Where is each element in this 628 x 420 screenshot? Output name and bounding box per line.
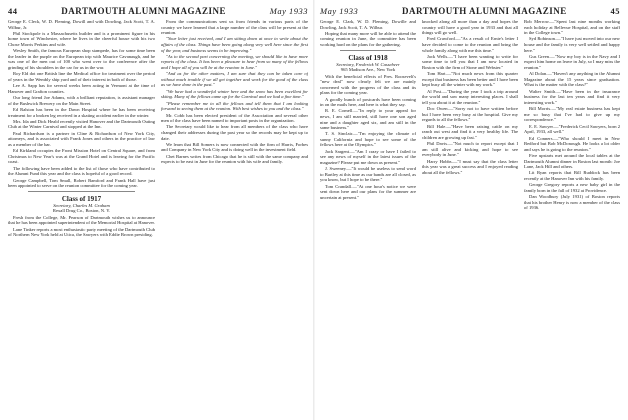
class-heading-1917: Class of 1917 (61, 194, 102, 203)
paragraph: George E. Cleck, W. D. Fleming, Dowill and with Dowling, Jack Scott, T. A. Wilbur, Jr. (8, 19, 155, 30)
paragraph: Our long friend Joe Adams, with a brilliant reputation, is assistant manager of the Bushwick Brewery on the Main Street. (8, 95, 155, 106)
paragraph: Ed Conners.—"Who should I meet in New Bedford but Bob McDonough. He looks a lot older and says he is going to the reunion." (524, 135, 620, 152)
paragraph: Fresh from the College, Mr. Pearson of Dartmouth wishes us to announce that he has been appointed superintendent of the Memorial Hospital at Hanover. (8, 214, 155, 226)
class-address-1917: Rexall Drug Co., Boston, N. Y. (52, 208, 111, 214)
paragraph: "Your letter just received, and I am sitting down at once to write about the affairs of the class. Things have been going along very well here since the first of the year, and business seems to be improving." (161, 36, 308, 53)
paragraph: Chet Barnes writes from Chicago that he is still with the same company and expects to be east in June for the reunion with his wife and family. (161, 153, 308, 165)
paragraph: Gus Green.—"Now my boy is in the Navy and I expect him home on leave in July, so I may miss the reunion." (524, 53, 620, 70)
paragraph: Lit Ryan reports that Bill Ruddock has been recently at the Hanover Inn with his family. (524, 170, 620, 181)
paragraph: "We have had a wonderful winter here and the snow has been excellent for skiing. Many of the fellows came up for the Carnival and we had a fine time." (161, 88, 308, 100)
class-secretary-1918: Secretary, Frederick W. Cassebeer (336, 61, 400, 67)
issue-date-right: May 1933 (320, 6, 359, 16)
paragraph: From the communications sent us from friends in various parts of the country we have learned that a large number of the class will be present at the reunion. (161, 19, 308, 36)
paragraph: Fred Crawford.—"As a result of Ernie's letter I have decided to come to the reunion and bring the whole family along with me this time." (422, 36, 518, 53)
paragraph: Mr. Cobb has been elected president of the Association and several other men of the class have been named to important posts in the organization. (161, 112, 308, 124)
paragraph: Al Post.—"During the year I took a trip around the world and saw many interesting places. I shall tell you about it at the reunion." (422, 88, 518, 105)
paragraph: Lee A. Sapp has for several weeks been acting in Vermont at the time of Hanover and Grafton counties. (8, 83, 155, 94)
paragraph: Tom Hart.—"Not much news from this quarter except that business has been better and I have been kept busy all the winter with my work." (422, 71, 518, 88)
paragraph: R. E. Cornell.—"In reply to your appeal for news, I am still married, still have one son aged nine and a daughter aged six, and am still in the same business." (320, 108, 416, 131)
page-number-right: 45 (610, 6, 620, 16)
paragraph: Jack Sargent.—"Am I crazy or have I failed to see any news of myself in the latest issues of the magazine? Please put me down as present." (320, 148, 416, 165)
paragraph: Ed Ralston has been in the Dawn Hospital where he has been receiving treatment for a broken leg received in a skating accident earlier in the winter. (8, 106, 155, 118)
paragraph: George Gregory reports a new baby girl in the family born in the fall of 1932 at Providence. (524, 182, 620, 193)
paragraph: Bill Morris.—"My real estate business has kept me so busy that I've had to give up my correspondence." (524, 106, 620, 123)
paragraph: We learn that Bill Somers is now connected with the firm of Harris, Forbes and Company in New York City and is doing well in the investment field. (161, 141, 308, 153)
left-col2-text (161, 19, 308, 165)
paragraph: Ed Kirkland occupies the Front Mission Hotel on Central Square, and from Christmas to New Year's was at the Grand Hotel and is leaving for the Pacific coast. (8, 148, 155, 165)
paragraph: A goodly bunch of postcards have been coming in on the mails here, and here is what they say. (320, 96, 416, 108)
paragraph: E. E. Sawyer.—"Frederick Cecil Sawyers, born 2 April, 1933, all well." (524, 123, 620, 135)
paragraph: The Secretary would like to hear from all members of the class who have changed their addresses during the past year so the records may be kept up to date. (161, 124, 308, 141)
right-col3-text (524, 19, 620, 211)
section-rule (340, 50, 396, 51)
left-column-2 (161, 19, 308, 420)
right-column-1 (320, 19, 416, 420)
paragraph: T. S. Sinclair.—"I'm enjoying the climate of sunny California and hope to see some of the fellows here at the Olympics." (320, 131, 416, 148)
class-address-1918: 965 Madison Ave., New York (340, 67, 396, 73)
magazine-title-right: DARTMOUTH ALUMNI MAGAZINE (402, 6, 567, 16)
right-col2-text (422, 19, 518, 175)
paragraph: George Campbell, Tom Small, Robert Bamford and Frank Hall have just been appointed to serve on the reunion committee for the coming year. (8, 177, 155, 189)
right-page (314, 0, 628, 420)
paragraph: "And as for the other matters, I am sure that they can be taken care of without much trouble if we all get together and work for the good of the class as we have done in the past." (161, 71, 308, 88)
paragraph: Roy Eld dot one British line the Medical office for treatment over the period of years in the Wembly ship yard and of their interest in both of those. (8, 71, 155, 82)
right-page-columns (320, 19, 620, 420)
paragraph: Tom Crandall.—"At one hour's notice we were sent down here and our plans for the summer are uncertain at present." (320, 183, 416, 200)
page-number-left: 44 (8, 6, 18, 16)
paragraph: Bill Hale.—"Have been raising cattle on my ranch out west and find it a very healthy life. The children are growing up fast." (422, 123, 518, 140)
paragraph: The following have been added to the list of those who have contributed to the Alumni Fund this year and the class is hopeful of a good record. (8, 165, 155, 177)
left-page-columns (8, 19, 308, 420)
right-column-3 (524, 19, 620, 420)
magazine-title-left: DARTMOUTH ALUMNI MAGAZINE (61, 6, 226, 16)
paragraph: Mrs. Ida and Dick Heald recently visited Hanover and the Dartmouth Outing Club at the Winter Carnival and stopped at the Inn. (8, 118, 155, 130)
paragraph: With the beneficial effects of Pres. Roosevelt's "new deal" now clearly felt we are mainly concerned with the progress of the class and its plans for the coming year. (320, 73, 416, 96)
paragraph: Harry Hobbs.—"I must say that the class letter this year was a great success and I enjoyed reading about all the fellows." (422, 158, 518, 175)
class-heading-1918: Class of 1918 (348, 53, 388, 62)
issue-date-left: May 1933 (269, 6, 308, 16)
left-page-header (8, 6, 308, 16)
paragraph: Syd Robinson.—"I have just moved into our new house and the family is very well settled and happy here." (524, 36, 620, 53)
class-secretary-1917: Secretary, Charles M. Graham (53, 202, 110, 208)
paragraph: Wesley Smith, the famous European shop stampede, has for some time been the leader in the purple on the European trip with Maurice Cavanaugh, and he was one of the men out of 100 who went over to the conference after the grinding of his shoulders in the car for us in the war. (8, 48, 155, 70)
section-rule (28, 191, 135, 192)
paragraph: Paul Richardson is a partner in Cline & Richardson of New York City, attorneys, and is associated with Frank Jones and others in the practice of law as a member of the bar. (8, 130, 155, 147)
right-column-2 (422, 19, 518, 420)
paragraph: "Please remember me to all the fellows and tell them that I am looking forward to seeing them at the reunion. With best wishes to you and the class." (161, 100, 308, 112)
left-column-1 (8, 19, 155, 420)
paragraph: Phil Davis.—"Not much to report except that I am still alive and kicking and hope to see everybody in June." (422, 141, 518, 158)
paragraph: J. Sweeney.—"It would be useless to send word to Bartley at this time as our bands are all closed, as you know, but I hope to be there." (320, 166, 416, 183)
paragraph: Bob Merrow.—"Spent last nine months working each holiday at Bellevue Hospital, and on the staff in the College town." (524, 19, 620, 36)
paragraph: Jack Wells.—"I have been wanting to write for some time to tell you that I am now located in Boston with the firm of Stone and Webster." (422, 53, 518, 70)
paragraph: knocked along all more than a day and hopes the country will have a good year in 1933 and that all things will go well. (422, 19, 518, 36)
paragraph: Five upstarts met around the local tables at the Dartmouth Alumni dinner in Boston last month: Joe Lane, Jack Hill and others. (524, 152, 620, 170)
paragraph: Dan Woodbury (July 1931) of Boston reports that his brother Henry is now a member of the class of 1936. (524, 194, 620, 211)
paragraph: Lane Tinker reports a most enthusiastic party meeting of the Dartmouth Club of Northern New York held at Utica, the Sawyers with Eddie Brown presiding. (8, 226, 155, 238)
right-col1-bottom (320, 74, 416, 201)
paragraph: George E. Clark, W. D. Fleming, Dowille and Dowling, Jack Scott, T. A. Wilbur. (320, 19, 416, 30)
right-page-header (320, 6, 620, 16)
paragraph: "As to the second part concerning the meeting, we should like to have more reports of the class. It has been a pleasure to hear from so many of the fellows and I hope all of you will be at the reunion in June." (161, 53, 308, 70)
paragraph: Phil Stockpole is a Massachusetts builder and is a prominent figure in his home town of Winchester, where he lives in the cheerful house with his two Chose Morris Perkins and wife. (8, 30, 155, 47)
paragraph: Doc Owen.—"Sorry not to have written before but I have been very busy at the hospital. Give my regards to all the fellows." (422, 106, 518, 123)
left-col1-top (8, 19, 155, 189)
paragraph: Walter Smith.—"Have been in the insurance business for the last ten years and find it very interesting work." (524, 88, 620, 105)
paragraph: Al Dolan.—"Haven't any anything in the Alumni Magazine about the 15 years since graduation. What is the matter with the class?" (524, 71, 620, 88)
right-col1-top (320, 19, 416, 48)
paragraph: Hoping that many more will be able to attend the coming reunion in June, the committee has been working hard on the plans for the gathering. (320, 30, 416, 47)
left-col1-bottom (8, 215, 155, 238)
